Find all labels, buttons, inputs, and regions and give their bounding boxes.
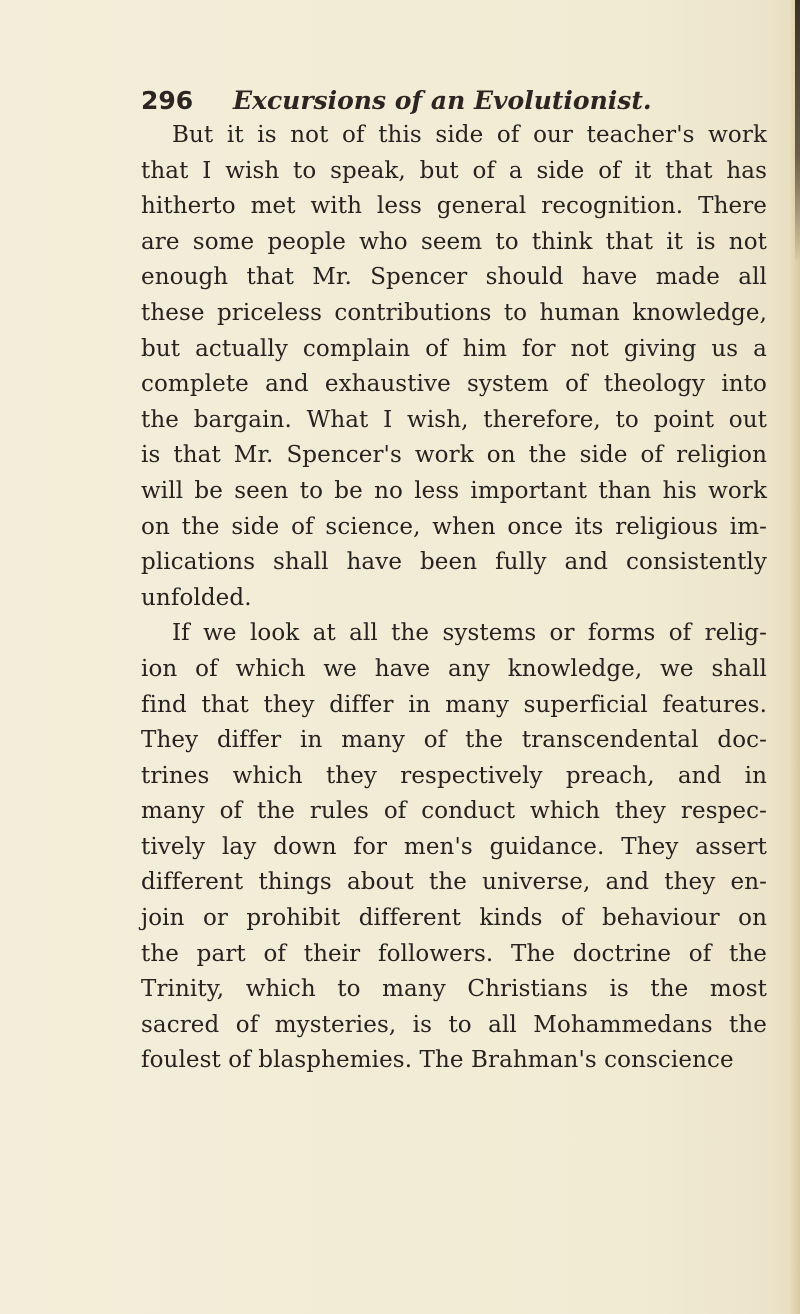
text-line: are some people who seem to think that it is not xyxy=(141,228,767,255)
text-line: join or prohibit different kinds of behaviour on xyxy=(141,905,767,932)
page-edge-shadow xyxy=(795,0,800,260)
text-line: tively lay down for men's guidance. They assert xyxy=(141,833,767,860)
text-line: ion of which we have any knowledge, we shall xyxy=(141,655,767,682)
text-line: But it is not of this side of our teacher's work xyxy=(172,122,767,148)
running-head: Excursions of an Evolutionist. xyxy=(233,86,652,115)
text-line: find that they differ in many superficial features. xyxy=(141,691,767,718)
text-line: plications shall have been fully and consistently xyxy=(141,549,767,576)
text-line: many of the rules of conduct which they respec- xyxy=(141,798,767,825)
text-line: unfolded. xyxy=(141,584,252,611)
text-line: Trinity, which to many Christians is the most xyxy=(141,976,767,1003)
text-line: is that Mr. Spencer's work on the side of religion xyxy=(141,442,767,469)
body-text xyxy=(141,118,767,1079)
text-line: They differ in many of the transcendental doc- xyxy=(141,727,767,754)
text-line: these priceless contributions to human knowledge, xyxy=(141,299,767,326)
text-line: foulest of blasphemies. The Brahman's conscience xyxy=(141,1047,734,1074)
text-line: enough that Mr. Spencer should have made all xyxy=(141,264,767,291)
text-line: If we look at all the systems or forms of relig- xyxy=(172,620,767,647)
text-line: that I wish to speak, but of a side of it that has xyxy=(141,157,767,184)
text-line: sacred of mysteries, is to all Mohammedans the xyxy=(141,1011,767,1038)
text-line: the part of their followers. The doctrine of the xyxy=(141,940,767,967)
text-line: the bargain. What I wish, therefore, to point out xyxy=(141,406,767,433)
text-line: complete and exhaustive system of theology into xyxy=(141,371,767,398)
text-line: trines which they respectively preach, and in xyxy=(141,762,767,789)
text-line: on the side of science, when once its religious im- xyxy=(141,513,767,540)
text-line: but actually complain of him for not giving us a xyxy=(141,335,767,362)
text-line: hitherto met with less general recognition. There xyxy=(141,193,767,220)
text-line: will be seen to be no less important than his work xyxy=(141,477,767,504)
text-line: different things about the universe, and they en- xyxy=(141,869,767,896)
page-number: 296 xyxy=(141,86,194,115)
